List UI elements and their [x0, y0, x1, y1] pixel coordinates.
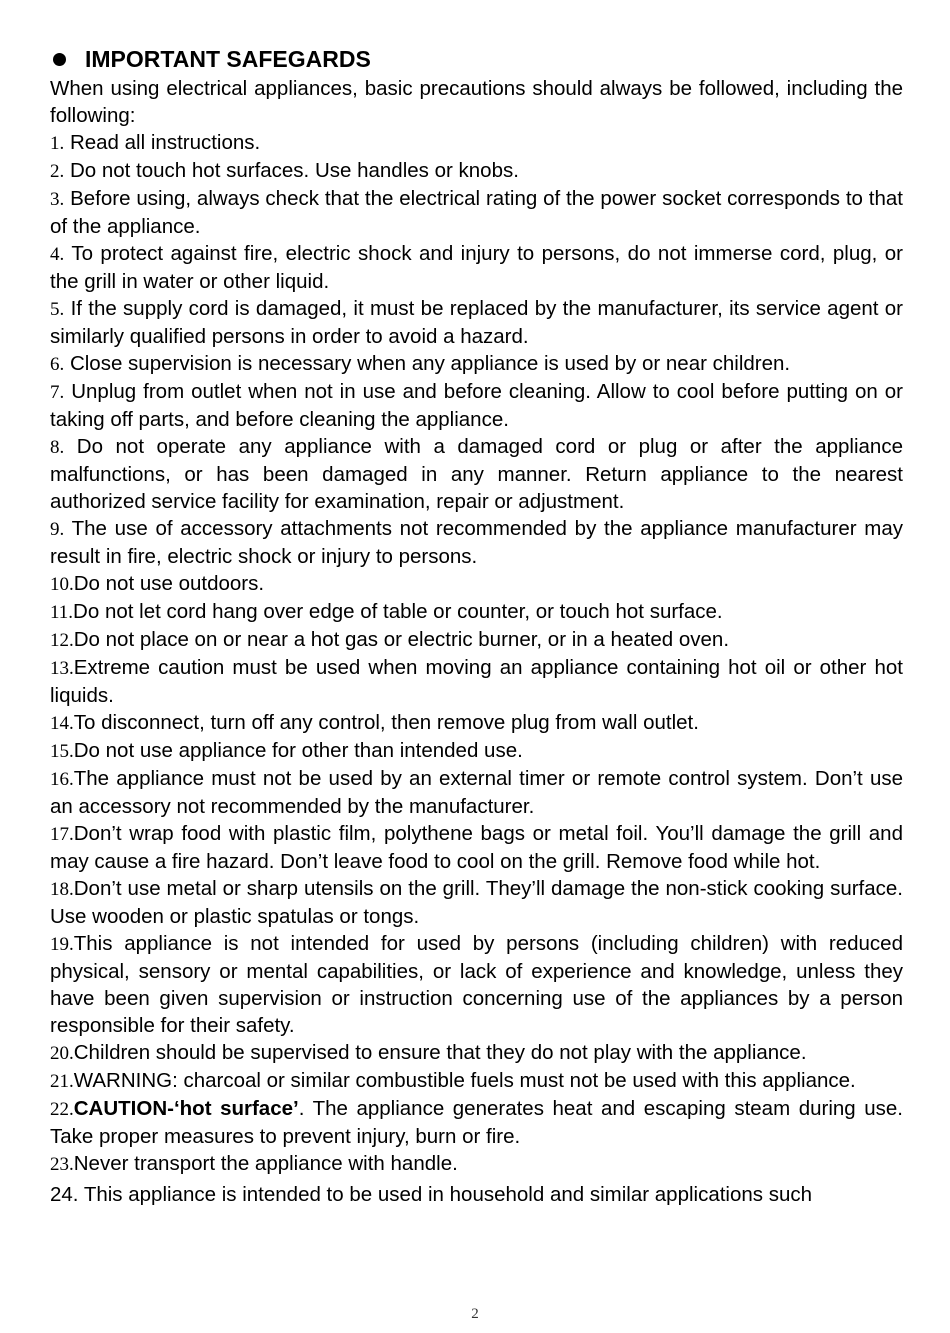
list-item [50, 240, 903, 295]
section-heading [50, 44, 903, 74]
list-item [50, 875, 903, 930]
list-item [50, 378, 903, 433]
page-number: 2 [471, 1306, 479, 1322]
list-item [50, 654, 903, 709]
document-page [50, 44, 903, 1208]
item-number: 23. [50, 1154, 74, 1175]
item-text: Before using, always check that the electrical rating of the power socket corresponds to that of the appliance. [50, 187, 903, 238]
list-item [50, 350, 903, 378]
item-number: 18. [50, 879, 74, 900]
list-item [50, 598, 903, 626]
item-number: 5. [50, 299, 65, 320]
item-text: If the supply cord is damaged, it must be replaced by the manufacturer, its service agent or similarly qualified persons in order to avoid a hazard. [50, 297, 904, 348]
item-text: The use of accessory attachments not recommended by the appliance manufacturer may result in fire, electric shock or injury to persons. [50, 517, 903, 568]
item-text: Unplug from outlet when not in use and before cleaning. Allow to cool before putting on or taking off parts, and before cleaning the appliance. [50, 380, 903, 431]
item-text: This appliance is intended to be used in household and similar applications such [78, 1183, 813, 1206]
item-number: 16. [50, 769, 74, 790]
item-text: To protect against fire, electric shock and injury to persons, do not immerse cord, plug, or the grill in water or other liquid. [50, 242, 904, 293]
item-number: 4. [50, 244, 65, 265]
list-item [50, 820, 903, 875]
list-item [50, 1181, 903, 1208]
item-text: WARNING: charcoal or similar combustible fuels must not be used with this appliance. [73, 1069, 856, 1092]
item-number: 21. [50, 1071, 74, 1092]
item-number: 22. [50, 1099, 74, 1120]
item-text: Do not operate any appliance with a damaged cord or plug or after the appliance malfunctions, or has been damaged in any manner. Return appliance to the nearest authorized service facility for examination, repair or adjustment. [50, 435, 903, 513]
list-item [50, 709, 903, 737]
item-text: Do not use outdoors. [73, 572, 265, 595]
item-number: 14. [50, 713, 74, 734]
intro-paragraph: When using electrical appliances, basic precautions should always be followed, including the following: [50, 77, 903, 127]
list-item [50, 930, 903, 1039]
item-text: Do not touch hot surfaces. Use handles or knobs. [69, 159, 519, 182]
list-item [50, 1095, 903, 1150]
item-text: Extreme caution must be used when moving an appliance containing hot oil or other hot liquids. [50, 656, 903, 707]
item-text: Do not place on or near a hot gas or electric burner, or in a heated oven. [73, 628, 730, 651]
list-item [50, 765, 903, 820]
list-item [50, 185, 903, 240]
item-number: 19. [50, 934, 74, 955]
list-item [50, 129, 903, 157]
item-number: 13. [50, 658, 74, 679]
item-text: . The appliance generates heat and escaping steam during use. Take proper measures to prevent injury, burn or fire. [50, 1097, 903, 1148]
item-number: 15. [50, 741, 74, 762]
item-number: 12. [50, 630, 74, 651]
item-number: 10. [50, 574, 74, 595]
list-item [50, 157, 903, 185]
caution-label: CAUTION-‘hot surface’ [73, 1097, 299, 1120]
item-number: 11. [50, 602, 74, 623]
item-text: Don’t wrap food with plastic film, polythene bags or metal foil. You’ll damage the grill and may cause a fire hazard. Don’t leave food to cool on the grill. Remove food while hot. [50, 822, 903, 873]
item-number: 17. [50, 824, 74, 845]
list-item [50, 626, 903, 654]
item-text: Close supervision is necessary when any appliance is used by or near children. [69, 352, 791, 375]
item-text: Read all instructions. [69, 131, 261, 154]
bullet-icon [53, 53, 66, 66]
item-number: 9. [50, 519, 65, 540]
item-number: 1. [50, 133, 65, 154]
item-number: 20. [50, 1043, 74, 1064]
list-item [50, 1067, 903, 1095]
item-text: Never transport the appliance with handle. [73, 1152, 458, 1175]
item-number: 6. [50, 354, 65, 375]
item-text: To disconnect, turn off any control, then remove plug from wall outlet. [73, 711, 699, 734]
item-number: 2. [50, 161, 65, 182]
heading-text: IMPORTANT SAFEGARDS [85, 46, 371, 72]
list-item [50, 515, 903, 570]
item-text: Do not let cord hang over edge of table or counter, or touch hot surface. [73, 600, 723, 623]
item-text: The appliance must not be used by an external timer or remote control system. Don’t use an accessory not recommended by the manufacturer. [50, 767, 903, 818]
item-number: 3. [50, 189, 65, 210]
list-item [50, 433, 903, 515]
list-item [50, 1150, 903, 1178]
item-number: 7. [50, 382, 65, 403]
item-text: Do not use appliance for other than intended use. [73, 739, 523, 762]
item-number: 24. [50, 1183, 79, 1206]
list-item [50, 1039, 903, 1067]
list-item [50, 570, 903, 598]
item-text: This appliance is not intended for used by persons (including children) with reduced physical, sensory or mental capabilities, or lack of experience and knowledge, unless they have been given supervision or instruction concerning use of the appliances by a person responsible for their safety. [50, 932, 903, 1037]
item-text: Don’t use metal or sharp utensils on the grill. They’ll damage the non-stick cooking surface. Use wooden or plastic spatulas or tongs. [50, 877, 903, 928]
item-text: Children should be supervised to ensure that they do not play with the appliance. [73, 1041, 807, 1064]
item-number: 8. [50, 437, 65, 458]
list-item [50, 737, 903, 765]
list-item [50, 295, 903, 350]
